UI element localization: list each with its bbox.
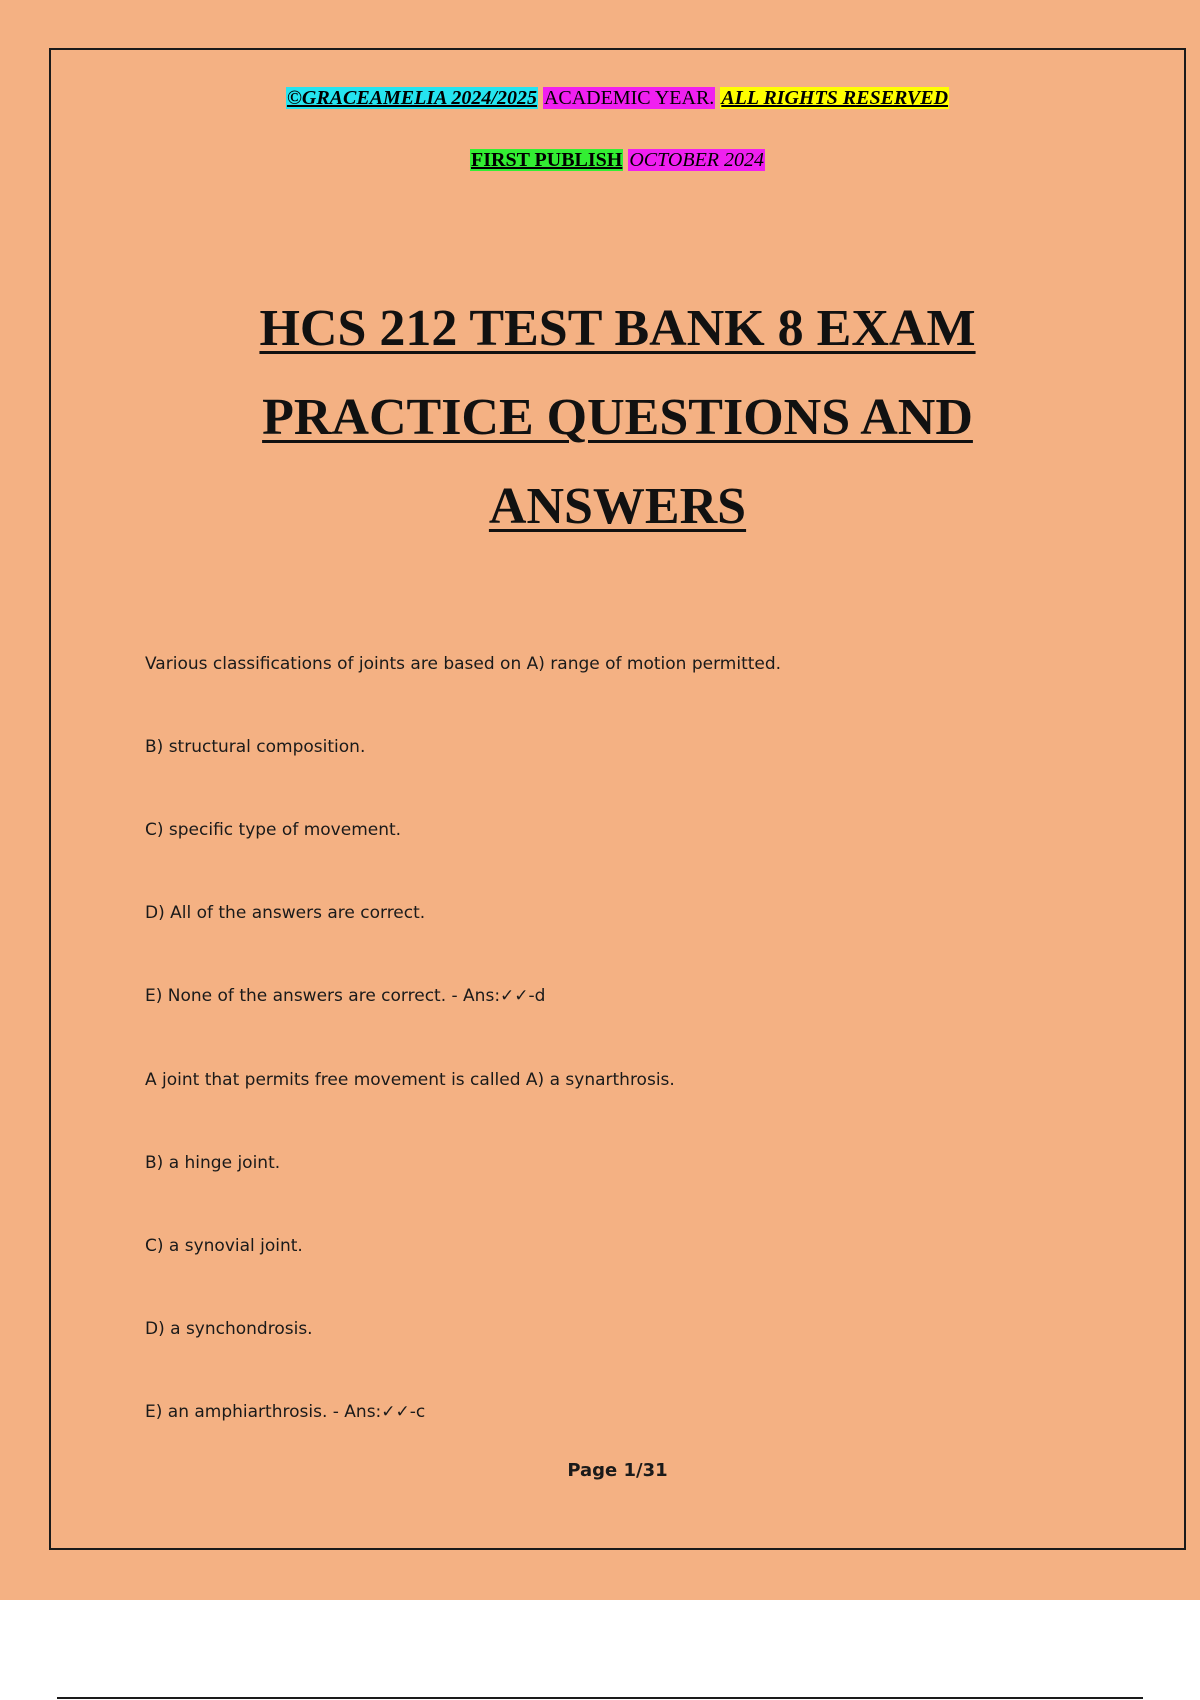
title-line-3: ANSWERS bbox=[488, 478, 747, 535]
document-title bbox=[51, 284, 1184, 551]
question-line: A joint that permits free movement is called A) a synarthrosis. bbox=[145, 1070, 675, 1090]
rights-reserved-text: ALL RIGHTS RESERVED bbox=[721, 87, 949, 109]
copyright-text: ©GRACEAMELIA 2024/2025 bbox=[286, 87, 537, 109]
copyright-header bbox=[51, 86, 1184, 110]
question-line: Various classifications of joints are based on A) range of motion permitted. bbox=[145, 654, 782, 674]
answer-option: D) All of the answers are correct. bbox=[145, 903, 426, 923]
answer-option: E) None of the answers are correct. - Ans:✓✓-d bbox=[145, 986, 546, 1006]
publish-date-text: OCTOBER 2024 bbox=[629, 149, 764, 171]
answer-option: C) specific type of movement. bbox=[145, 820, 402, 840]
page-border bbox=[49, 48, 1186, 1550]
answer-option: D) a synchondrosis. bbox=[145, 1319, 313, 1339]
publish-header bbox=[51, 148, 1184, 172]
title-line-2: PRACTICE QUESTIONS AND bbox=[262, 389, 973, 446]
answer-option: B) structural composition. bbox=[145, 737, 366, 757]
answer-option: C) a synovial joint. bbox=[145, 1236, 303, 1256]
answer-option: B) a hinge joint. bbox=[145, 1153, 281, 1173]
academic-year-text: ACADEMIC YEAR. bbox=[543, 87, 715, 109]
title-line-1: HCS 212 TEST BANK 8 EXAM bbox=[259, 300, 976, 357]
page-number: Page 1/31 bbox=[567, 1460, 668, 1481]
first-publish-text: FIRST PUBLISH bbox=[471, 149, 623, 171]
bottom-divider bbox=[57, 1697, 1143, 1699]
answer-option: E) an amphiarthrosis. - Ans:✓✓-c bbox=[145, 1402, 426, 1422]
